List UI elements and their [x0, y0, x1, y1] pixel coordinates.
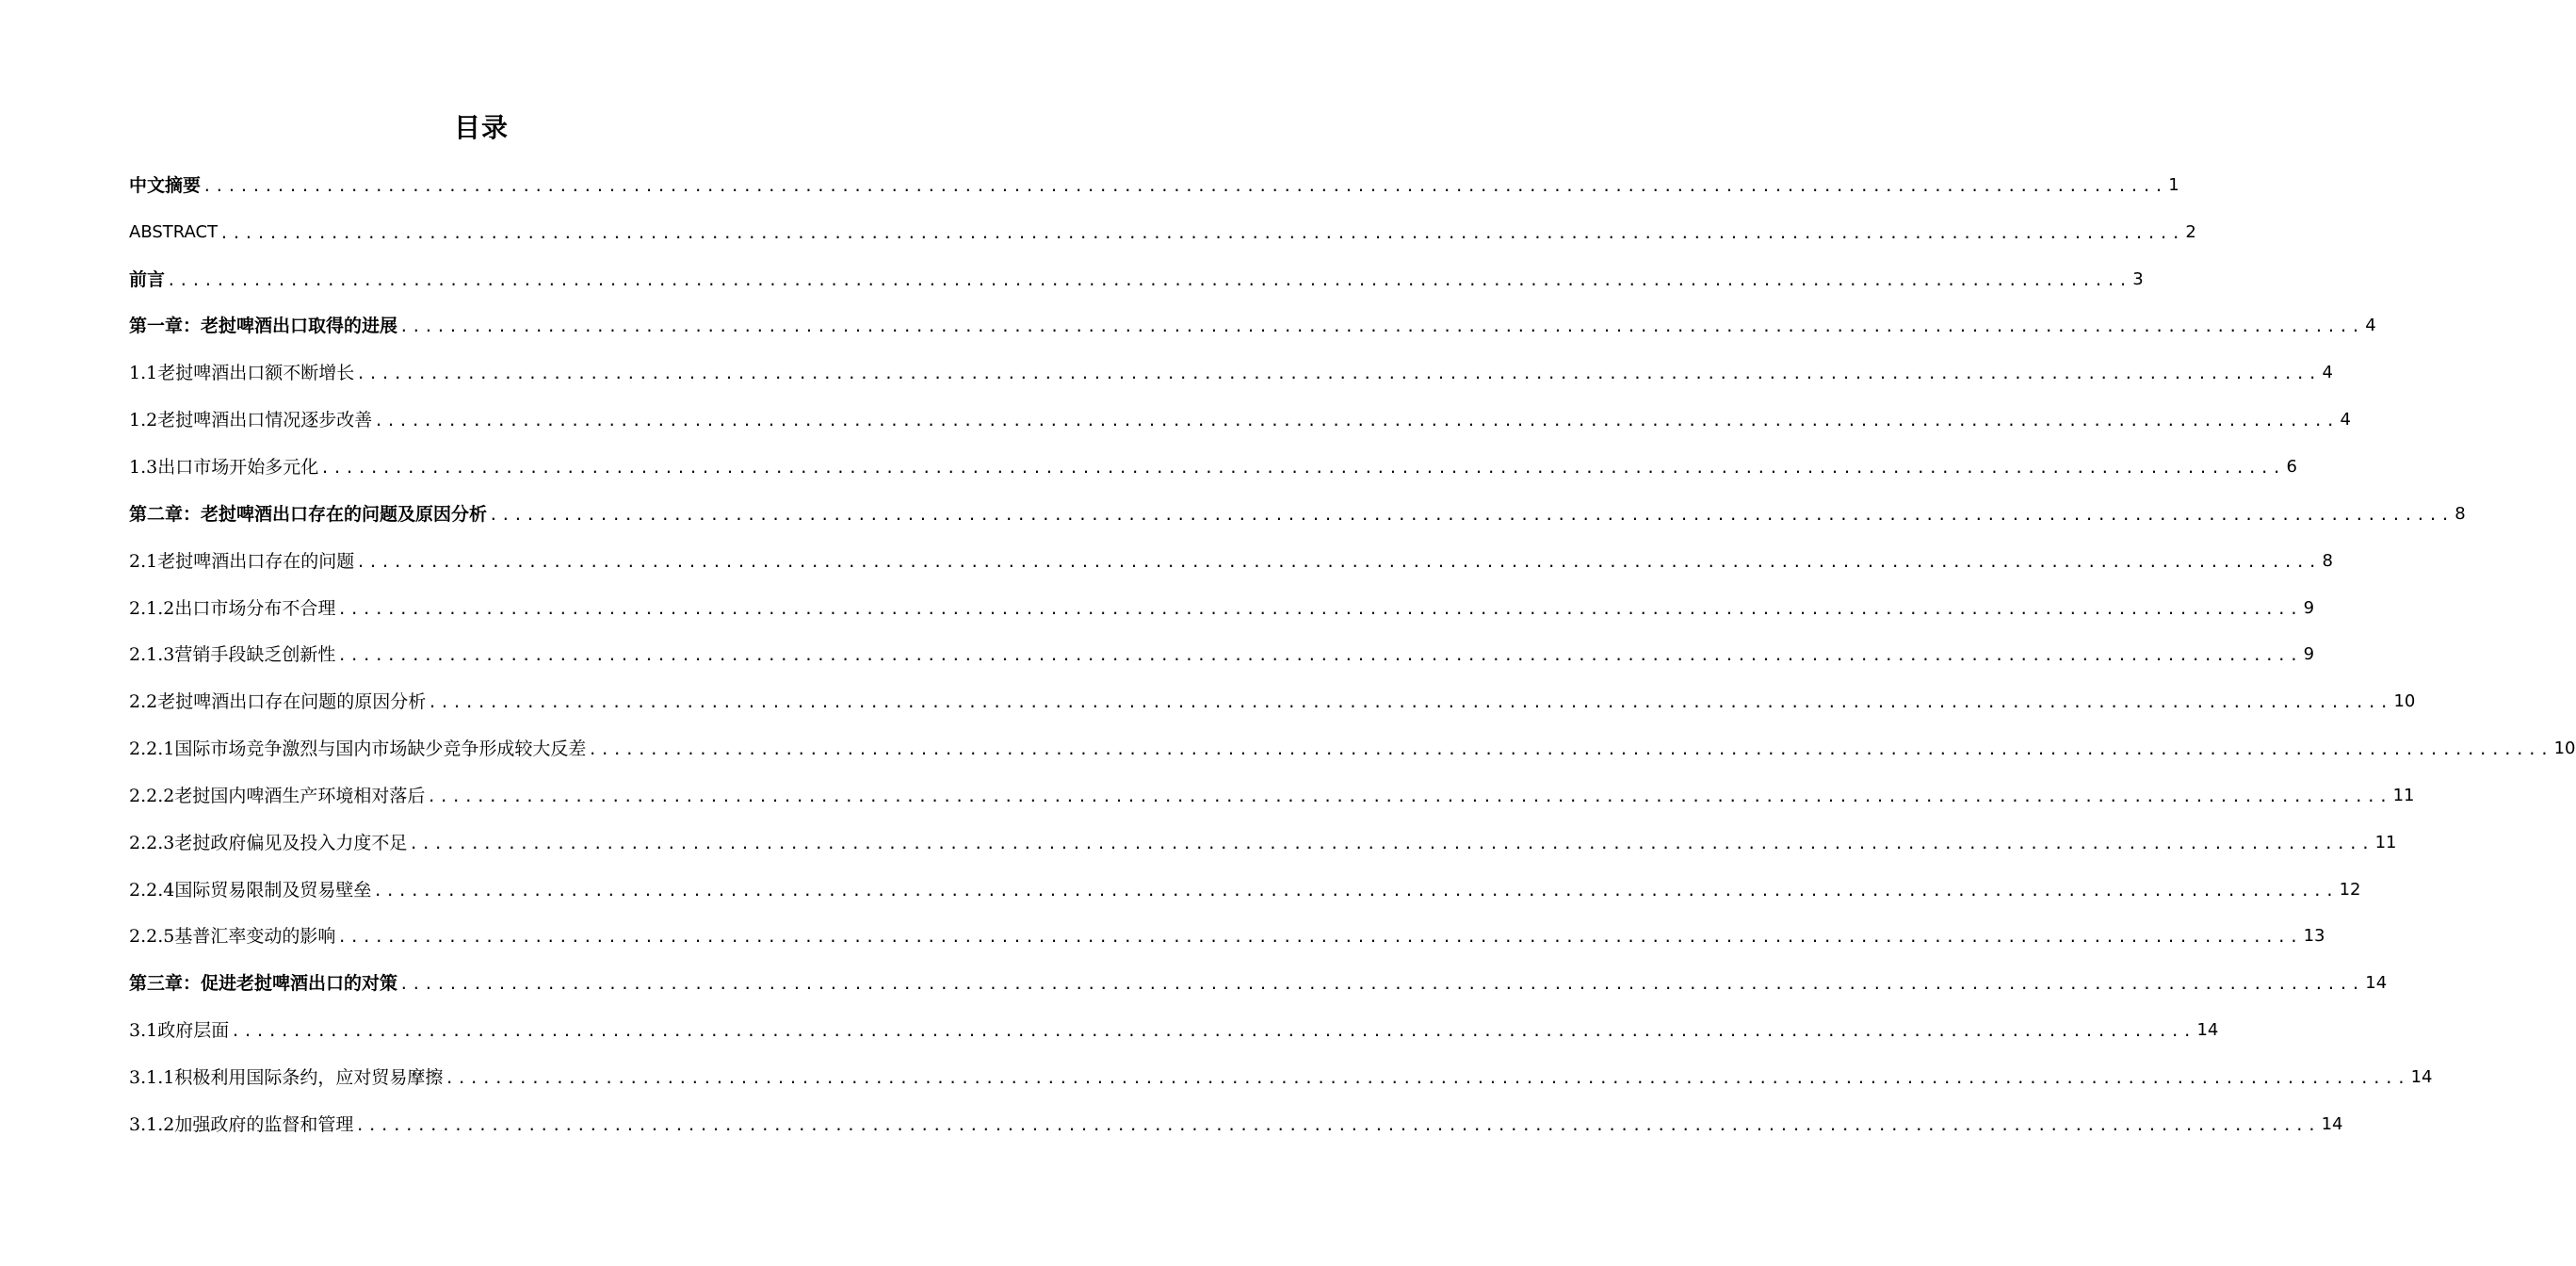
toc-entry-label: 中文摘要 — [129, 174, 202, 196]
toc-page-number: 12 — [2339, 879, 2361, 900]
dot-leader: ................................................................................................................................................................ — [427, 787, 2391, 805]
toc-entry[interactable] — [129, 162, 2179, 209]
toc-page-number: 2 — [2185, 221, 2196, 242]
toc-entry-label: 2.2.3老挝政府偏见及投入力度不足 — [129, 832, 408, 853]
toc-entry[interactable] — [129, 678, 2416, 725]
toc-entry[interactable] — [129, 1007, 2219, 1054]
toc-entry[interactable] — [129, 820, 2397, 867]
toc-entry-label: ABSTRACT — [129, 221, 219, 242]
toc-page-number: 13 — [2303, 926, 2325, 947]
dot-leader: ................................................................................................................................................................ — [337, 646, 2302, 665]
toc-page-number: 8 — [2454, 503, 2466, 524]
toc-entry[interactable] — [129, 444, 2297, 491]
toc-entry-label: 2.1.2出口市场分布不合理 — [129, 597, 336, 619]
toc-entry[interactable] — [129, 209, 2196, 256]
toc-entry-label: 前言 — [129, 268, 166, 290]
toc-entry-label: 3.1.2加强政府的监督和管理 — [129, 1113, 354, 1135]
toc-entry[interactable] — [129, 585, 2315, 632]
dot-leader: ................................................................................................................................................................ — [399, 975, 2364, 994]
dot-leader: ................................................................................................................................................................ — [219, 223, 2184, 242]
dot-leader: ................................................................................................................................................................ — [337, 599, 2302, 618]
toc-page-number: 14 — [2410, 1066, 2433, 1087]
toc-page-number: 14 — [2365, 973, 2388, 994]
toc-page-number: 9 — [2303, 597, 2315, 618]
toc-page-number: 14 — [2196, 1020, 2219, 1041]
toc-entry-label: 1.1老挝啤酒出口额不断增长 — [129, 363, 355, 384]
toc-page-number: 9 — [2303, 644, 2315, 665]
dot-leader: ................................................................................................................................................................ — [355, 1115, 2320, 1134]
dot-leader: ................................................................................................................................................................ — [203, 176, 2167, 195]
dot-leader: ................................................................................................................................................................ — [489, 505, 2454, 524]
toc-page-number: 11 — [2374, 832, 2397, 852]
toc-entry[interactable] — [129, 491, 2466, 538]
toc-entry[interactable] — [129, 1054, 2433, 1101]
toc-entry-label: 2.1老挝啤酒出口存在的问题 — [129, 550, 355, 572]
dot-leader: ................................................................................................................................................................ — [231, 1022, 2195, 1041]
toc-entry[interactable] — [129, 772, 2415, 820]
toc-page-number: 6 — [2286, 456, 2297, 477]
dot-leader: ................................................................................................................................................................ — [320, 458, 2285, 477]
toc-entry[interactable] — [129, 867, 2361, 914]
toc-entry[interactable] — [129, 349, 2333, 397]
toc-page-number: 10 — [2553, 738, 2576, 759]
dot-leader: ................................................................................................................................................................ — [337, 928, 2302, 947]
toc-page-number: 1 — [2168, 174, 2179, 195]
toc-entry-label: 2.2.4国际贸易限制及贸易壁垒 — [129, 879, 372, 901]
dot-leader: ................................................................................................................................................................ — [356, 552, 2321, 571]
toc-entry[interactable] — [129, 256, 2144, 303]
dot-leader: ................................................................................................................................................................ — [588, 740, 2552, 759]
toc-entry-label: 1.3出口市场开始多元化 — [129, 456, 319, 478]
toc-entry-label: 1.2老挝啤酒出口情况逐步改善 — [129, 410, 373, 431]
toc-entry-label: 2.2.1国际市场竞争激烈与国内市场缺少竞争形成较大反差 — [129, 738, 587, 760]
toc-entry[interactable] — [129, 397, 2351, 444]
dot-leader: ................................................................................................................................................................ — [399, 317, 2364, 336]
table-of-contents — [129, 162, 2576, 1148]
toc-page-number: 4 — [2340, 410, 2351, 430]
toc-entry[interactable] — [129, 914, 2325, 961]
toc-entry-label: 第三章：促进老挝啤酒出口的对策 — [129, 973, 398, 995]
dot-leader: ................................................................................................................................................................ — [167, 270, 2131, 289]
dot-leader: ................................................................................................................................................................ — [373, 881, 2338, 900]
toc-page-number: 3 — [2132, 268, 2144, 289]
toc-page-number: 4 — [2365, 316, 2376, 336]
toc-entry-label: 2.2老挝啤酒出口存在问题的原因分析 — [129, 691, 427, 713]
toc-page-number: 14 — [2321, 1113, 2343, 1134]
toc-entry-label: 3.1政府层面 — [129, 1020, 230, 1042]
toc-page-number: 8 — [2322, 550, 2333, 571]
dot-leader: ................................................................................................................................................................ — [445, 1068, 2409, 1087]
toc-entry[interactable] — [129, 725, 2576, 772]
toc-entry-label: 3.1.1积极利用国际条约，应对贸易摩擦 — [129, 1066, 444, 1088]
toc-entry-label: 2.2.5基普汇率变动的影响 — [129, 926, 336, 948]
dot-leader: ................................................................................................................................................................ — [356, 365, 2321, 383]
toc-entry[interactable] — [129, 960, 2388, 1007]
toc-page-number: 4 — [2322, 363, 2333, 383]
toc-page-number: 10 — [2393, 691, 2416, 712]
dot-leader: ................................................................................................................................................................ — [428, 693, 2392, 712]
toc-entry[interactable] — [129, 538, 2333, 585]
toc-entry[interactable] — [129, 1101, 2343, 1148]
dot-leader: ................................................................................................................................................................ — [374, 412, 2339, 430]
toc-entry-label: 2.1.3营销手段缺乏创新性 — [129, 644, 336, 666]
toc-entry[interactable] — [129, 303, 2376, 350]
toc-entry-label: 2.2.2老挝国内啤酒生产环境相对落后 — [129, 785, 426, 806]
toc-entry-label: 第二章：老挝啤酒出口存在的问题及原因分析 — [129, 503, 488, 525]
page-title: 目录 — [453, 112, 509, 143]
toc-entry[interactable] — [129, 631, 2315, 678]
toc-entry-label: 第一章：老挝啤酒出口取得的进展 — [129, 316, 398, 337]
toc-page-number: 11 — [2392, 785, 2415, 805]
dot-leader: ................................................................................................................................................................ — [409, 834, 2373, 852]
